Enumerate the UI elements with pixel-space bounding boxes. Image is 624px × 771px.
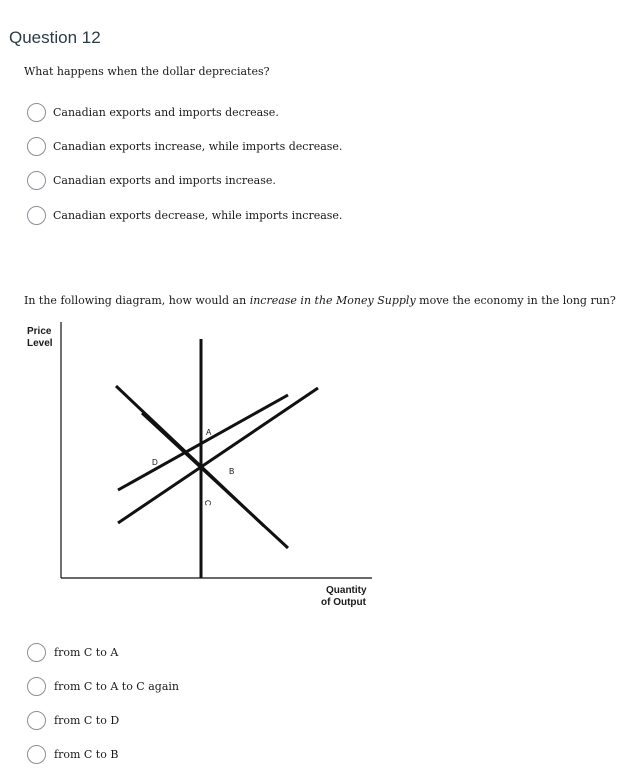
- answer-option-label: from C to D: [54, 713, 120, 727]
- question-prompt: What happens when the dollar depreciates?: [24, 65, 270, 78]
- answer-option-5[interactable]: [27, 641, 118, 663]
- x-axis-label-line: of Output: [321, 597, 366, 608]
- answer-option-label: from C to B: [54, 747, 119, 761]
- answer-option-6[interactable]: [27, 675, 179, 697]
- demand-line-2: [142, 413, 288, 548]
- answer-option-8[interactable]: [27, 743, 118, 765]
- answer-option-7[interactable]: [27, 709, 119, 731]
- x-axis-label-line: Quantity: [326, 585, 367, 596]
- radio-button[interactable]: [27, 745, 46, 764]
- prompt-text: move the economy in the long run?: [415, 294, 616, 307]
- radio-button[interactable]: [27, 677, 46, 696]
- prompt-text: In the following diagram, how would an: [24, 294, 250, 307]
- question-title: Question 12: [9, 28, 101, 47]
- answer-option-label: Canadian exports decrease, while imports increase.: [53, 208, 343, 222]
- supply-line-1: [118, 395, 288, 490]
- answer-option-label: from C to A: [54, 645, 119, 659]
- point-b-label: B: [229, 467, 235, 476]
- answer-option-label: Canadian exports and imports decrease.: [53, 105, 279, 119]
- point-d-label: D: [152, 458, 158, 467]
- radio-button[interactable]: [27, 643, 46, 662]
- prompt-emphasis: increase in the Money Supply: [249, 294, 416, 307]
- x-axis-label: [321, 585, 367, 609]
- radio-button[interactable]: [27, 711, 46, 730]
- answer-option-label: from C to A to C again: [54, 679, 179, 693]
- point-a-label: A: [206, 428, 212, 437]
- point-c-label: C: [203, 500, 212, 506]
- y-axis-label-line: Level: [27, 338, 53, 349]
- answer-option-label: Canadian exports and imports increase.: [53, 173, 276, 187]
- answer-option-label: Canadian exports increase, while imports decrease.: [53, 139, 343, 153]
- y-axis-label-line: Price: [27, 326, 52, 337]
- supply-line-2: [118, 388, 318, 523]
